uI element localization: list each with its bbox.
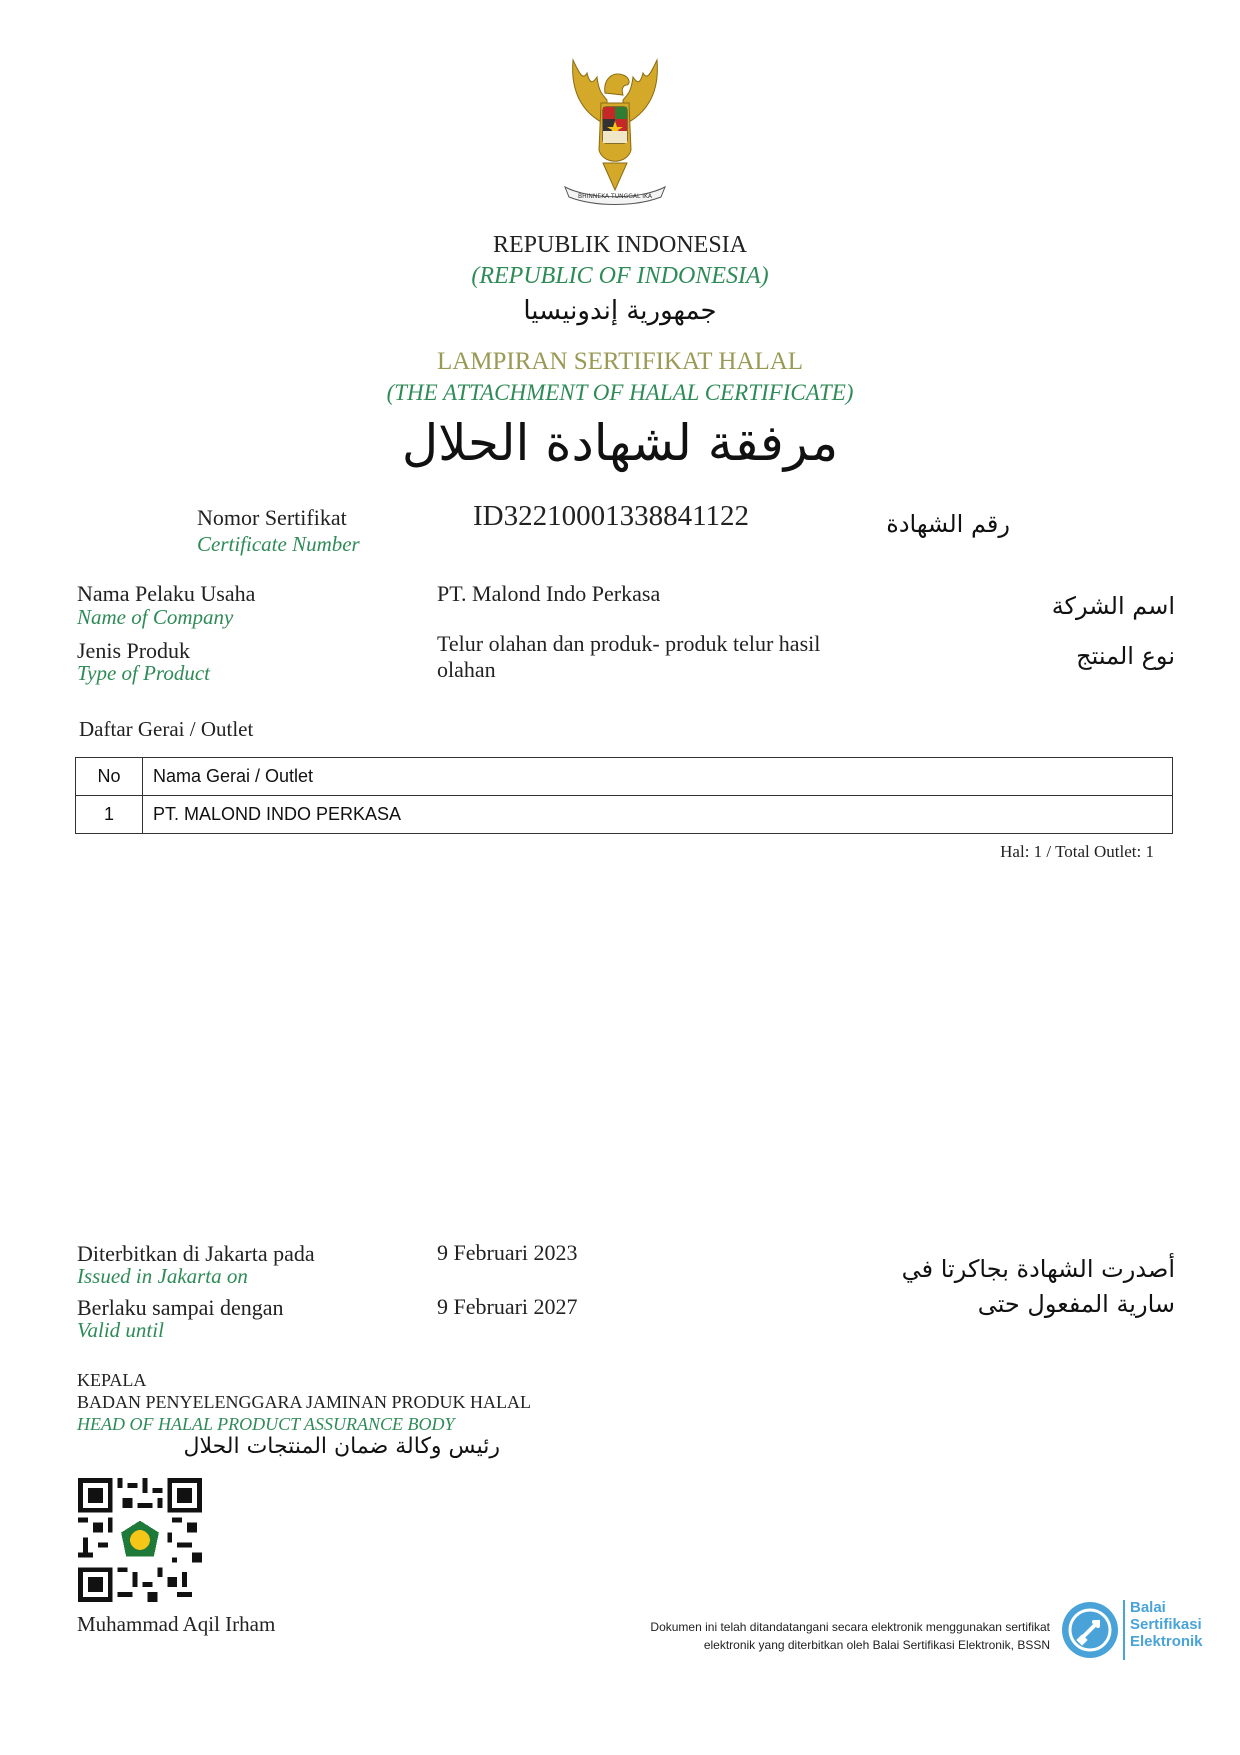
outlet-no: 1 [76,796,143,834]
valid-until-date: 9 Februari 2027 [437,1294,578,1319]
country-name-ar: جمهورية إندونيسيا [523,296,717,326]
company-label-ar: اسم الشركة [1051,592,1175,620]
electronic-signature-note-line1: Dokumen ini telah ditandatangani secara elektronik menggunakan sertifikat [650,1620,1050,1634]
signatory-name: Muhammad Aqil Irham [77,1612,276,1636]
product-type-label: Jenis Produk [77,638,191,663]
product-type-value-line2: olahan [437,657,496,682]
issued-label-ar: أصدرت الشهادة بجاكرتا في [901,1255,1175,1283]
country-name-id: REPUBLIK INDONESIA [493,232,747,258]
signatory-position: KEPALA [77,1370,147,1390]
signatory-agency-ar: رئيس وكالة ضمان المنتجات الحلال [183,1434,500,1459]
bsre-logo-icon [1060,1600,1120,1660]
bsre-logo-line1: Balai [1130,1599,1166,1616]
outlet-name: PT. MALOND INDO PERKASA [143,796,1173,834]
garuda-emblem [535,55,695,215]
signatory-agency-en: HEAD OF HALAL PRODUCT ASSURANCE BODY [77,1414,455,1434]
company-label-en: Name of Company [77,605,234,629]
document-title-id: LAMPIRAN SERTIFIKAT HALAL [436,348,804,375]
column-header-outlet-name: Nama Gerai / Outlet [143,758,1173,796]
bsre-logo-divider [1123,1600,1125,1660]
valid-until-label-en: Valid until [77,1318,164,1342]
country-name-en: (REPUBLIC OF INDONESIA) [471,263,769,289]
column-header-no: No [76,758,143,796]
table-header-row [76,758,1173,796]
document-title-en: (THE ATTACHMENT OF HALAL CERTIFICATE) [386,380,854,405]
certificate-number-label: Nomor Sertifikat [197,505,347,530]
bsre-logo-line3: Elektronik [1130,1633,1203,1650]
svg-text:BHINNEKA TUNGGAL IKA: BHINNEKA TUNGGAL IKA [578,193,652,200]
outlet-list-title: Daftar Gerai / Outlet [79,717,254,741]
product-type-label-en: Type of Product [77,661,210,685]
certificate-number-label-en: Certificate Number [197,532,360,556]
bsre-logo-text [1130,1599,1203,1650]
qr-code [78,1478,202,1602]
outlet-table [75,757,1173,834]
company-label: Nama Pelaku Usaha [77,581,256,606]
bsre-logo-line2: Sertifikasi [1130,1616,1202,1633]
product-type-value-line1: Telur olahan dan produk- produk telur hasil [437,631,821,656]
outlet-pagination: Hal: 1 / Total Outlet: 1 [1000,842,1154,861]
issued-label-en: Issued in Jakarta on [77,1264,248,1288]
valid-until-label-ar: سارية المفعول حتى [977,1290,1175,1318]
valid-until-label: Berlaku sampai dengan [77,1295,284,1320]
issued-label: Diterbitkan di Jakarta pada [77,1241,315,1266]
table-row [76,796,1173,834]
signatory-agency: BADAN PENYELENGGARA JAMINAN PRODUK HALAL [77,1392,531,1412]
electronic-signature-note-line2: elektronik yang diterbitkan oleh Balai Sertifikasi Elektronik, BSSN [703,1638,1050,1652]
issued-date: 9 Februari 2023 [437,1240,578,1265]
company-name: PT. Malond Indo Perkasa [437,581,661,606]
product-type-label-ar: نوع المنتج [1076,642,1175,670]
certificate-number-label-ar: رقم الشهادة [886,510,1010,538]
certificate-number: ID32210001338841122 [473,500,750,532]
document-title-ar: مرفقة لشهادة الحلال [401,414,839,472]
